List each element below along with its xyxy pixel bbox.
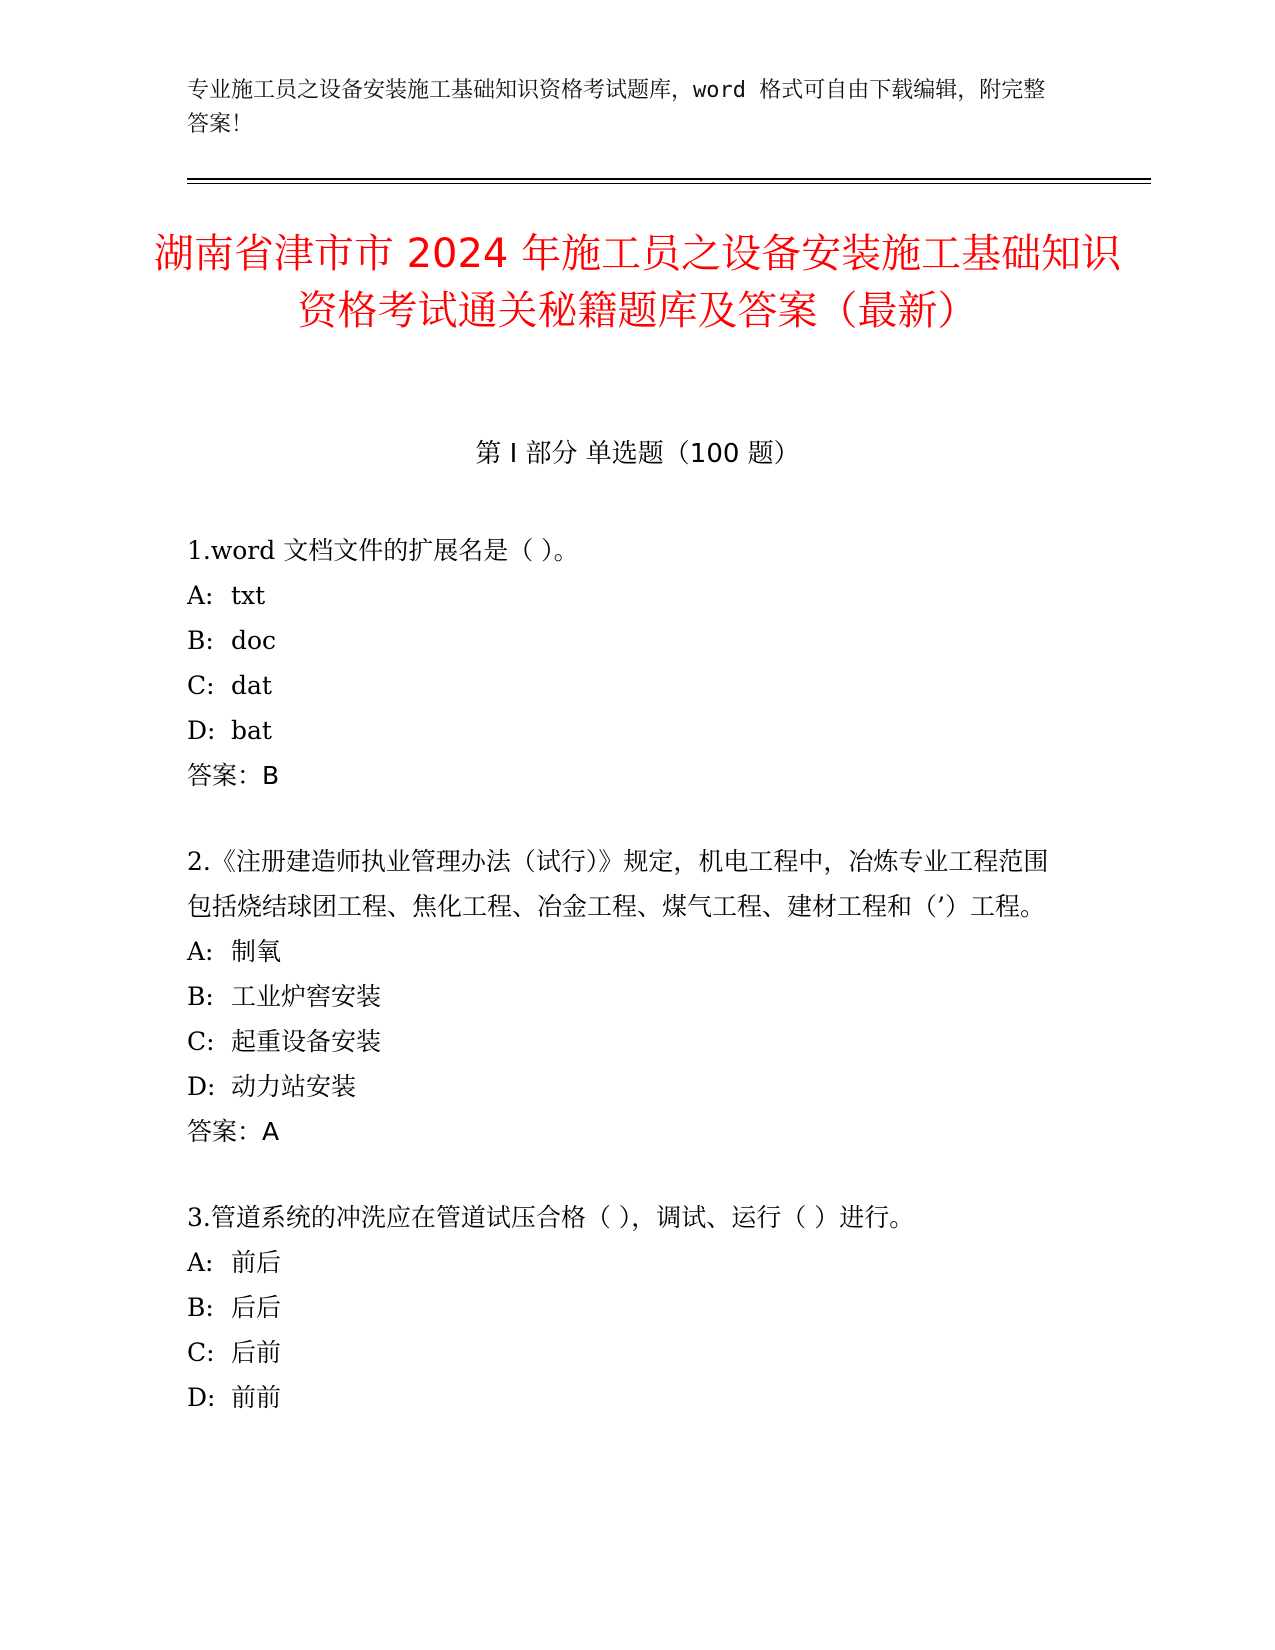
question-text: 1.word 文档文件的扩展名是（ ）。 — [187, 536, 579, 565]
section-heading: 第 I 部分 单选题（100 题） — [475, 439, 800, 469]
question-text: 2.《注册建造师执业管理办法（试行）》规定，机电工程中，冶炼专业工程范围包括烧结球团工程、焦化工程、冶金工程、煤气工程、建材工程和（’）工程。 — [187, 847, 1049, 921]
document-title: 湖南省津市市 2024 年施工员之设备安装施工基础知识资格考试通关秘籍题库及答案（最新） — [153, 231, 1122, 334]
option-text: 后后 — [231, 1293, 282, 1322]
option-b — [187, 618, 1087, 663]
option-letter: A: — [187, 581, 214, 610]
option-letter: C: — [187, 671, 215, 700]
question-3 — [187, 1195, 1087, 1420]
option-text: 前后 — [231, 1248, 282, 1277]
option-b — [187, 974, 1087, 1019]
header-divider-thin — [187, 183, 1151, 184]
option-letter: A: — [187, 1248, 214, 1277]
option-c — [187, 1019, 1087, 1064]
option-letter: D: — [187, 716, 216, 745]
option-letter: B: — [187, 982, 214, 1011]
option-c — [187, 1330, 1087, 1375]
option-c — [187, 663, 1087, 708]
option-text: 前前 — [231, 1383, 282, 1412]
option-text: doc — [231, 626, 277, 655]
option-text: txt — [231, 581, 266, 610]
option-letter: A: — [187, 937, 214, 966]
answer-line: 答案：B — [187, 761, 280, 790]
option-letter: D: — [187, 1383, 216, 1412]
option-text: 动力站安装 — [231, 1072, 357, 1101]
question-text: 3.管道系统的冲洗应在管道试压合格（ ），调试、运行（ ）进行。 — [187, 1203, 915, 1232]
option-d — [187, 1375, 1087, 1420]
option-d — [187, 1064, 1087, 1109]
option-letter: D: — [187, 1072, 216, 1101]
option-letter: C: — [187, 1338, 215, 1367]
header-divider-thick — [187, 178, 1151, 180]
option-a — [187, 573, 1087, 618]
option-letter: B: — [187, 1293, 214, 1322]
option-text: 后前 — [231, 1338, 282, 1367]
question-list — [187, 528, 1087, 1461]
option-letter: B: — [187, 626, 214, 655]
option-b — [187, 1285, 1087, 1330]
header-note: 专业施工员之设备安装施工基础知识资格考试题库，word 格式可自由下载编辑，附完整答案！ — [187, 78, 1046, 137]
option-text: 工业炉窖安装 — [231, 982, 382, 1011]
option-text: bat — [231, 716, 272, 745]
option-letter: C: — [187, 1027, 215, 1056]
option-text: 制氧 — [231, 937, 282, 966]
option-d — [187, 708, 1087, 753]
option-a — [187, 929, 1087, 974]
answer-line: 答案：A — [187, 1117, 280, 1146]
option-a — [187, 1240, 1087, 1285]
question-1 — [187, 528, 1087, 798]
option-text: 起重设备安装 — [231, 1027, 382, 1056]
option-text: dat — [231, 671, 272, 700]
question-2 — [187, 839, 1087, 1154]
